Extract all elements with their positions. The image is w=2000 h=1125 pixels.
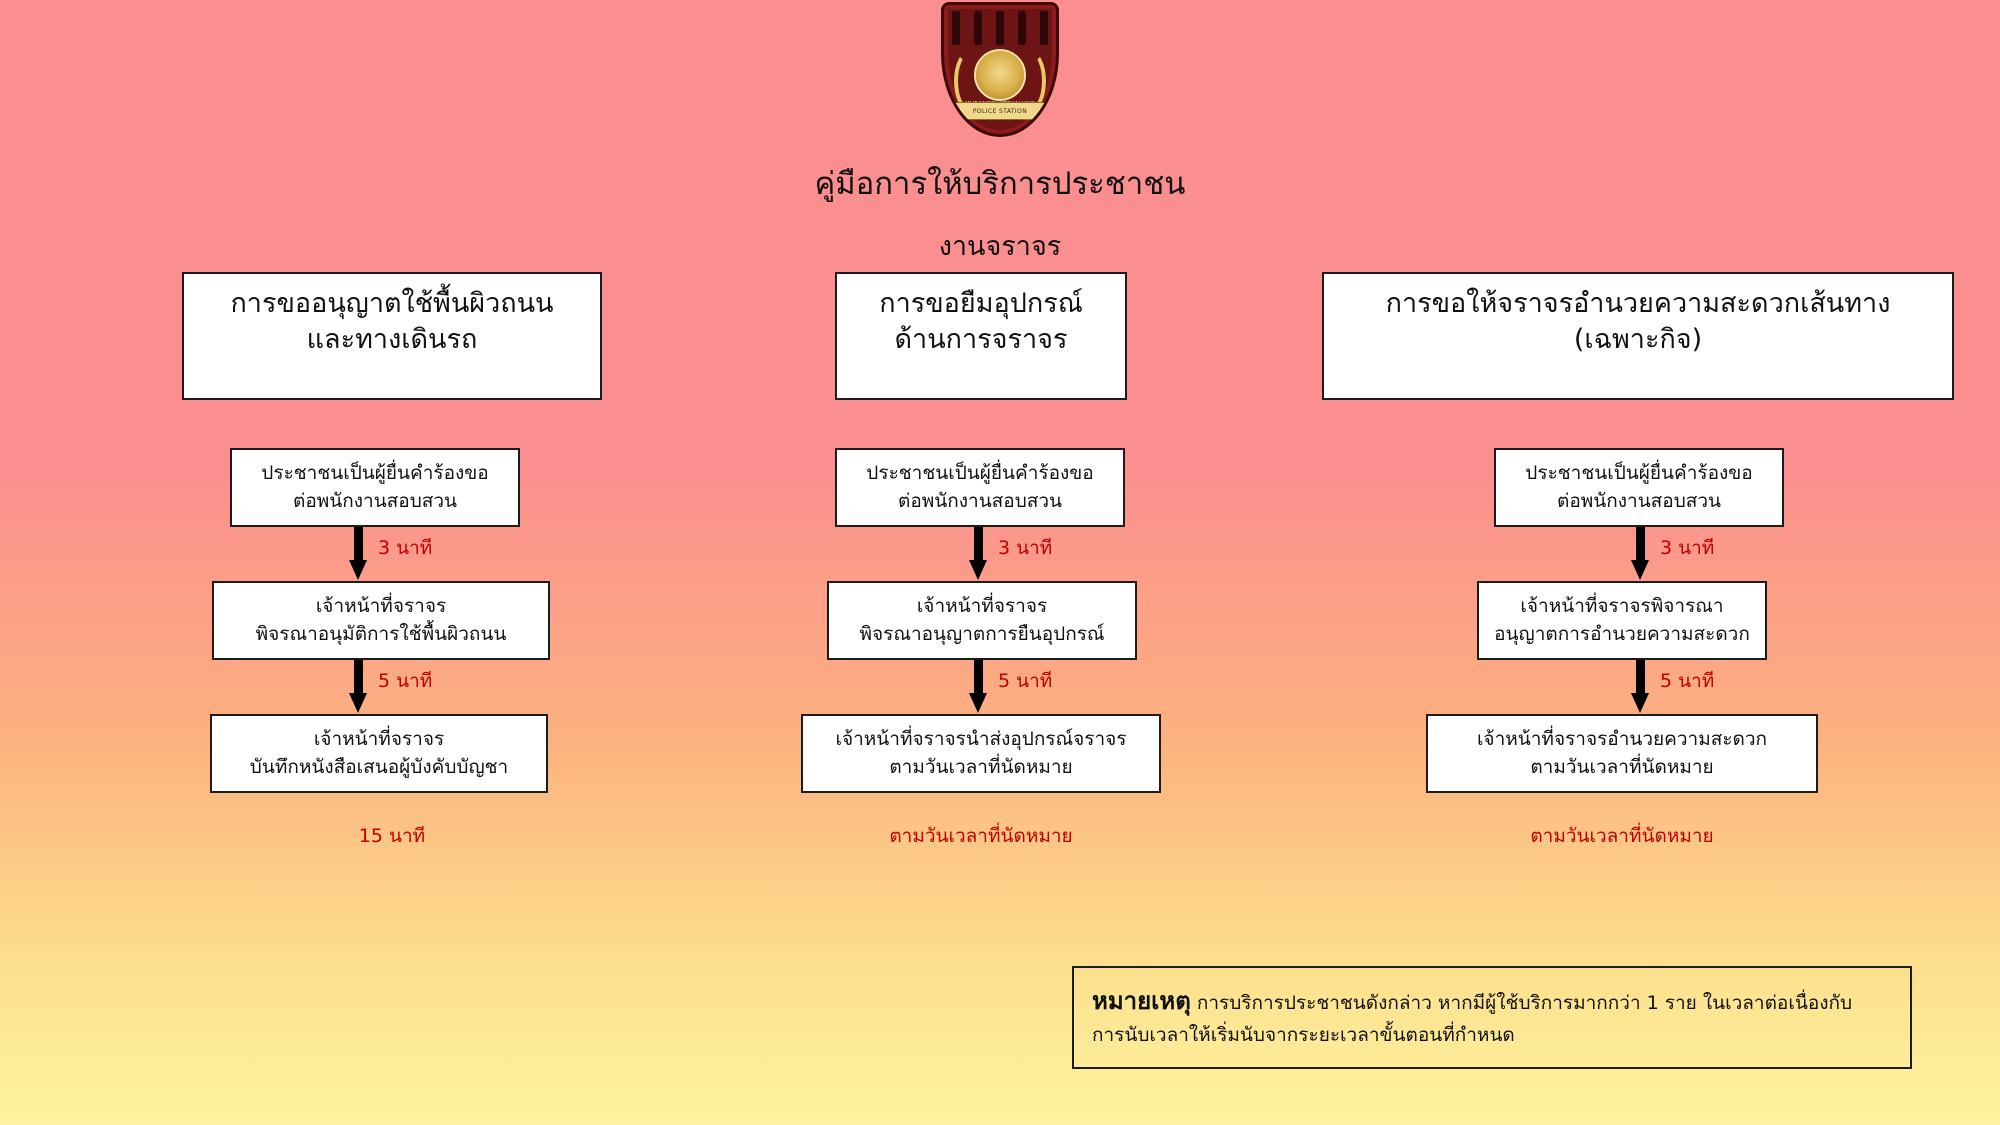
note-line-1: การบริการประชาชนดังกล่าว หากมีผู้ใช้บริการมากกว่า 1 ราย ในเวลาต่อเนื่องกับ	[1190, 992, 1853, 1014]
column-1-arrow-2	[182, 660, 602, 714]
crest-emblem-icon	[974, 49, 1026, 101]
column-2-arrow-1	[835, 527, 1127, 581]
column-3-arrow-1	[1322, 527, 1954, 581]
column-3-arrow-2-label: 5 นาที	[1660, 670, 1715, 693]
column-3-title: การขอให้จราจรอำนวยความสะดวกเส้นทาง (เฉพาะกิจ)	[1322, 272, 1954, 400]
column-3-step-1: ประชาชนเป็นผู้ยื่นคำร้องขอ ต่อพนักงานสอบสวน	[1494, 448, 1784, 527]
down-arrow-icon	[970, 660, 986, 714]
column-1-arrow-2-label: 5 นาที	[378, 670, 433, 693]
note-first-line	[1092, 982, 1892, 1020]
column-2-title: การขอยืมอุปกรณ์ ด้านการจราจร	[835, 272, 1127, 400]
flow-column-2	[835, 272, 1127, 851]
flow-column-3	[1322, 272, 1954, 851]
crest-top-bars	[952, 11, 1048, 45]
column-3-step-3: เจ้าหน้าที่จราจรอำนวยความสะดวก ตามวันเวลาที่นัดหมาย	[1426, 714, 1818, 793]
note-line-2: การนับเวลาให้เริ่มนับจากระยะเวลาขั้นตอนที่กำหนด	[1092, 1024, 1515, 1047]
column-2-arrow-2	[835, 660, 1127, 714]
column-1-step-3: เจ้าหน้าที่จราจร บันทึกหนังสือเสนอผู้บังคับบัญชา	[210, 714, 548, 793]
column-1-arrow-1	[182, 527, 602, 581]
down-arrow-icon	[350, 660, 366, 714]
note-label: หมายเหตุ	[1092, 987, 1191, 1015]
column-1-step-2: เจ้าหน้าที่จราจร พิจรณาอนุมัติการใช้พื้นผิวถนน	[212, 581, 550, 660]
column-1-title: การขออนุญาตใช้พื้นผิวถนน และทางเดินรถ	[182, 272, 602, 400]
down-arrow-icon	[970, 527, 986, 581]
column-3-step-2: เจ้าหน้าที่จราจรพิจารณา อนุญาตการอำนวยความสะดวก	[1477, 581, 1767, 660]
column-2-arrow-2-label: 5 นาที	[998, 670, 1053, 693]
down-arrow-icon	[1632, 527, 1648, 581]
column-1-step-1: ประชาชนเป็นผู้ยื่นคำร้องขอ ต่อพนักงานสอบสวน	[230, 448, 520, 527]
note-box	[1072, 966, 1912, 1069]
column-2-step-2: เจ้าหน้าที่จราจร พิจรณาอนุญาตการยืนอุปกรณ์	[827, 581, 1137, 660]
page-subtitle: งานจราจร	[938, 231, 1062, 262]
column-3-arrow-1-label: 3 นาที	[1660, 537, 1715, 560]
police-shield-crest-icon	[941, 2, 1059, 137]
crest-container	[0, 2, 2000, 137]
column-1-total: 15 นาที	[358, 825, 426, 848]
page-title: คู่มือการให้บริการประชาชน	[814, 166, 1186, 202]
shield-shape	[941, 2, 1059, 137]
column-2-arrow-1-label: 3 นาที	[998, 537, 1053, 560]
down-arrow-icon	[1632, 660, 1648, 714]
column-2-total: ตามวันเวลาที่นัดหมาย	[889, 825, 1073, 848]
column-2-step-3: เจ้าหน้าที่จราจรนำส่งอุปกรณ์จราจร ตามวันเวลาที่นัดหมาย	[801, 714, 1161, 793]
flow-column-1	[182, 272, 602, 851]
column-3-arrow-2	[1322, 660, 1954, 714]
down-arrow-icon	[350, 527, 366, 581]
column-2-step-1: ประชาชนเป็นผู้ยื่นคำร้องขอ ต่อพนักงานสอบสวน	[835, 448, 1125, 527]
column-3-total: ตามวันเวลาที่นัดหมาย	[1530, 825, 1714, 848]
crest-ribbon-text: POLICE STATION	[950, 102, 1050, 120]
column-1-arrow-1-label: 3 นาที	[378, 537, 433, 560]
